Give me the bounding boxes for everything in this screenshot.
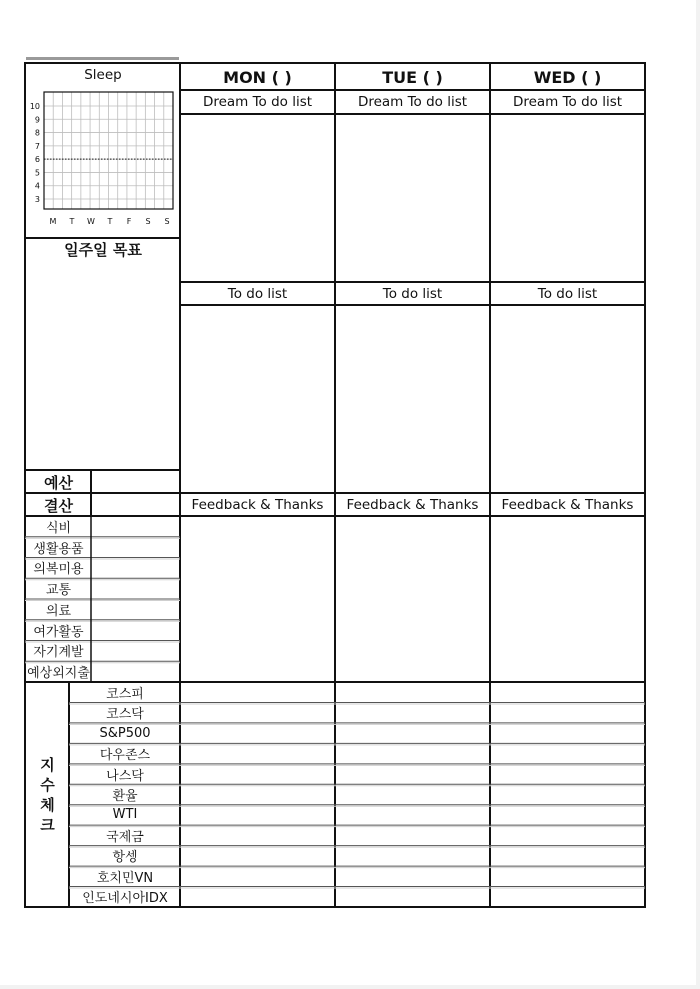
expense-value[interactable] bbox=[92, 599, 179, 620]
dream-todo-header: Dream To do list bbox=[357, 94, 468, 110]
dream-todo-header: Dream To do list bbox=[512, 94, 623, 110]
index-day-cell[interactable] bbox=[491, 744, 644, 762]
feedback-area[interactable] bbox=[181, 517, 334, 681]
index-day-cell[interactable] bbox=[336, 867, 489, 885]
expense-label: 자기계발 bbox=[33, 645, 84, 661]
index-check-char: 수 bbox=[40, 775, 55, 794]
index-item-label: 국제금 bbox=[106, 829, 144, 845]
budget-settle-value[interactable] bbox=[92, 494, 179, 516]
index-day-cell[interactable] bbox=[336, 765, 489, 783]
feedback-header: Feedback & Thanks bbox=[346, 496, 479, 513]
expense-value[interactable] bbox=[92, 516, 179, 537]
sleep-y-tick: 4 bbox=[34, 181, 40, 191]
index-item-label: 환율 bbox=[112, 788, 138, 804]
index-day-cell[interactable] bbox=[181, 888, 334, 906]
todo-header: To do list bbox=[537, 285, 598, 302]
sleep-day-label: F bbox=[126, 217, 132, 226]
expense-value[interactable] bbox=[92, 620, 179, 641]
expense-label: 생활용품 bbox=[33, 541, 84, 557]
index-day-cell[interactable] bbox=[336, 826, 489, 844]
sleep-y-tick: 8 bbox=[34, 128, 40, 138]
feedback-area[interactable] bbox=[491, 517, 644, 681]
sleep-day-label: T bbox=[69, 217, 75, 226]
index-day-cell[interactable] bbox=[491, 867, 644, 885]
index-check-char: 크 bbox=[40, 815, 55, 834]
dream-todo-area[interactable] bbox=[491, 115, 644, 281]
expense-value[interactable] bbox=[92, 558, 179, 579]
expense-label: 여가활동 bbox=[33, 624, 84, 640]
index-day-cell[interactable] bbox=[181, 847, 334, 865]
index-item-label: S&P500 bbox=[99, 725, 151, 741]
todo-area[interactable] bbox=[491, 306, 644, 492]
dream-todo-area[interactable] bbox=[181, 115, 334, 281]
index-day-cell[interactable] bbox=[336, 888, 489, 906]
sleep-y-tick: 3 bbox=[34, 195, 40, 204]
todo-area[interactable] bbox=[336, 306, 489, 492]
index-item-label: WTI bbox=[112, 807, 138, 823]
index-day-cell[interactable] bbox=[336, 724, 489, 742]
index-day-cell[interactable] bbox=[491, 888, 644, 906]
budget-plan-value[interactable] bbox=[92, 471, 179, 493]
sleep-y-tick: 10 bbox=[29, 102, 40, 111]
budget-plan-label: 예산 bbox=[44, 473, 73, 492]
feedback-area[interactable] bbox=[336, 517, 489, 681]
index-day-cell[interactable] bbox=[336, 683, 489, 701]
sleep-day-label: M bbox=[49, 217, 57, 226]
index-item-label: 항셍 bbox=[112, 850, 138, 866]
expense-value[interactable] bbox=[92, 661, 179, 682]
expense-label: 의복미용 bbox=[33, 562, 84, 578]
feedback-header: Feedback & Thanks bbox=[191, 496, 324, 513]
index-day-cell[interactable] bbox=[181, 683, 334, 701]
index-day-cell[interactable] bbox=[181, 744, 334, 762]
index-day-cell[interactable] bbox=[181, 703, 334, 721]
expense-label: 식비 bbox=[45, 520, 72, 536]
sleep-day-label: S bbox=[164, 217, 170, 226]
index-item-label: 인도네시아IDX bbox=[82, 891, 168, 907]
day-header: WED ( ) bbox=[533, 67, 602, 87]
index-item-label: 나스닥 bbox=[106, 768, 144, 784]
expense-label: 의료 bbox=[45, 603, 72, 619]
index-day-cell[interactable] bbox=[491, 806, 644, 824]
todo-header: To do list bbox=[382, 285, 443, 302]
index-item-label: 코스닥 bbox=[106, 707, 144, 723]
index-day-cell[interactable] bbox=[181, 724, 334, 742]
expense-value[interactable] bbox=[92, 578, 179, 599]
expense-value[interactable] bbox=[92, 537, 179, 558]
index-day-cell[interactable] bbox=[491, 703, 644, 721]
expense-label: 교통 bbox=[45, 583, 72, 599]
day-header: MON ( ) bbox=[223, 67, 292, 87]
index-item-label: 다우존스 bbox=[99, 748, 151, 764]
sleep-day-label: W bbox=[87, 217, 95, 226]
index-day-cell[interactable] bbox=[336, 744, 489, 762]
sleep-day-label: T bbox=[107, 217, 113, 226]
budget-settle-label: 결산 bbox=[44, 496, 73, 515]
index-day-cell[interactable] bbox=[491, 826, 644, 844]
sleep-y-tick: 7 bbox=[34, 141, 40, 151]
sleep-day-label: S bbox=[145, 217, 151, 226]
index-check-char: 지 bbox=[40, 755, 55, 774]
weekly-goal-area[interactable] bbox=[26, 262, 179, 469]
sleep-y-tick: 5 bbox=[34, 168, 40, 178]
index-check-char: 체 bbox=[40, 795, 55, 814]
day-header: TUE ( ) bbox=[382, 67, 443, 87]
index-day-cell[interactable] bbox=[491, 847, 644, 865]
index-day-cell[interactable] bbox=[181, 806, 334, 824]
todo-area[interactable] bbox=[181, 306, 334, 492]
dream-todo-area[interactable] bbox=[336, 115, 489, 281]
index-day-cell[interactable] bbox=[491, 724, 644, 742]
index-check-label bbox=[26, 683, 69, 906]
index-day-cell[interactable] bbox=[181, 765, 334, 783]
sleep-y-tick: 6 bbox=[34, 155, 40, 165]
index-day-cell[interactable] bbox=[336, 703, 489, 721]
sleep-y-tick: 9 bbox=[34, 115, 40, 125]
index-day-cell[interactable] bbox=[181, 785, 334, 803]
index-item-label: 코스피 bbox=[106, 686, 144, 702]
index-day-cell[interactable] bbox=[181, 826, 334, 844]
todo-header: To do list bbox=[227, 285, 288, 302]
index-item-label: 호치민VN bbox=[96, 870, 154, 886]
weekly-goal-title: 일주일 목표 bbox=[64, 240, 142, 259]
index-day-cell[interactable] bbox=[336, 847, 489, 865]
index-day-cell[interactable] bbox=[181, 867, 334, 885]
sleep-title: Sleep bbox=[84, 67, 122, 83]
index-day-cell[interactable] bbox=[491, 785, 644, 803]
index-day-cell[interactable] bbox=[491, 683, 644, 701]
expense-label: 예상외지출 bbox=[27, 666, 90, 682]
index-day-cell[interactable] bbox=[336, 785, 489, 803]
feedback-header: Feedback & Thanks bbox=[501, 496, 634, 513]
expense-value[interactable] bbox=[92, 641, 179, 662]
index-day-cell[interactable] bbox=[336, 806, 489, 824]
dream-todo-header: Dream To do list bbox=[202, 94, 313, 110]
index-day-cell[interactable] bbox=[491, 765, 644, 783]
